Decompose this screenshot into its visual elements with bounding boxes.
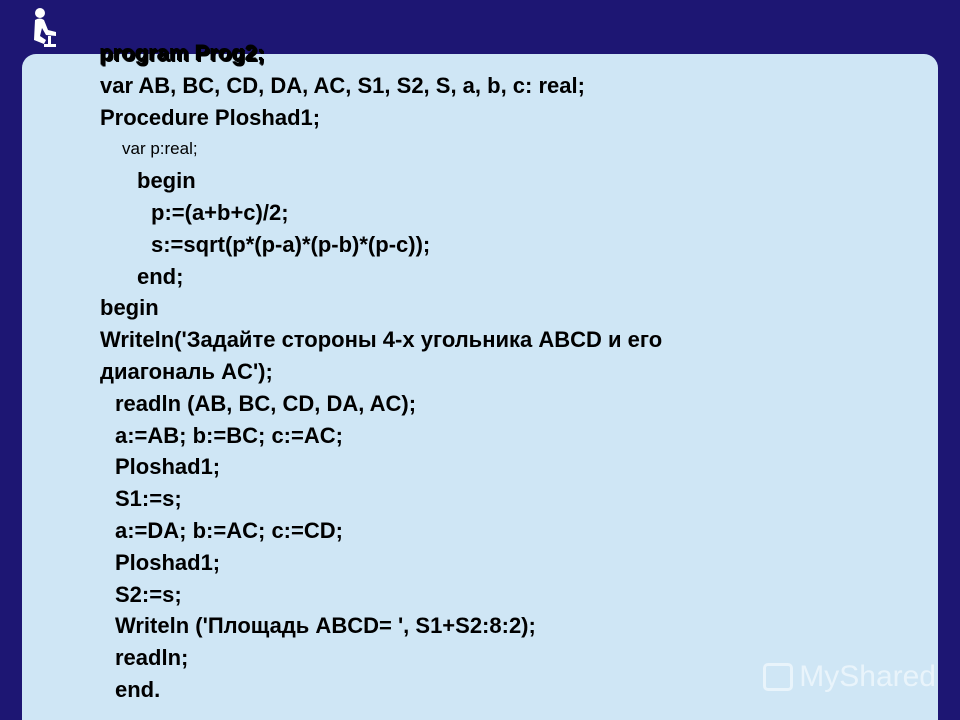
code-listing	[100, 38, 662, 706]
code-line-writeln-prompt-cont: диагональ AC');	[100, 358, 273, 384]
code-line-program: program Prog2;	[100, 41, 266, 66]
code-line-var-declaration: var AB, BC, CD, DA, AC, S1, S2, S, a, b, c: real;	[100, 72, 585, 98]
code-line-proc-begin: begin	[137, 168, 196, 194]
watermark-text: MyShared	[799, 660, 936, 693]
code-line-s1-assign: S1:=s;	[115, 486, 182, 512]
code-line-writeln-prompt: Writeln('Задайте стороны 4-х угольника ABCD и его	[100, 327, 663, 353]
code-line-assign-first: a:=AB; b:=BC; c:=AC;	[115, 422, 343, 448]
code-line-semi-perimeter: p:=(a+b+c)/2;	[151, 199, 289, 225]
code-line-readln: readln;	[115, 645, 189, 671]
code-line-procedure-header: Procedure Ploshad1;	[100, 104, 321, 130]
code-line-readln-sides: readln (AB, BC, CD, DA, AC);	[115, 390, 417, 416]
code-line-heron-formula: s:=sqrt(p*(p-a)*(p-b)*(p-c));	[151, 231, 431, 257]
code-line-call-ploshad-2: Ploshad1;	[115, 549, 221, 575]
code-line-s2-assign: S2:=s;	[115, 581, 182, 607]
myshared-logo-icon	[763, 663, 793, 691]
code-line-end: end.	[115, 676, 161, 702]
code-line-proc-end: end;	[137, 263, 184, 289]
code-line-assign-second: a:=DA; b:=AC; c:=CD;	[115, 517, 343, 543]
code-line-writeln-area: Writeln ('Площадь ABCD= ', S1+S2:8:2);	[115, 613, 536, 639]
code-line-main-begin: begin	[100, 295, 159, 321]
code-line-call-ploshad-1: Ploshad1;	[115, 454, 221, 480]
thinker-silhouette-icon	[26, 6, 62, 48]
code-line-local-var: var p:real;	[122, 139, 198, 159]
watermark	[763, 660, 936, 694]
